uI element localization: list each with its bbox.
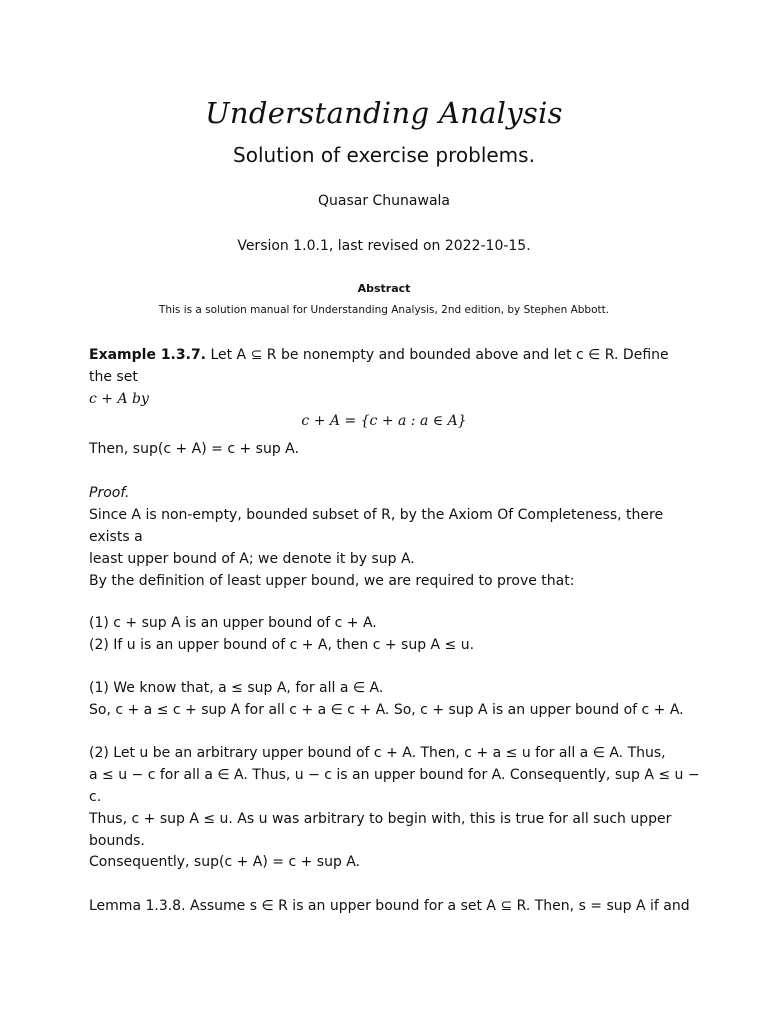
proof-label: Proof. bbox=[89, 485, 130, 501]
example-statement bbox=[89, 344, 689, 410]
example-statement-line2: c + A by bbox=[89, 391, 149, 407]
abstract-text: This is a solution manual for Understanding Analysis, 2nd edition, by Stephen Abbott. bbox=[158, 304, 610, 316]
proof-step-2 bbox=[89, 742, 709, 852]
proof-goals bbox=[89, 612, 689, 656]
example-claim: Then, sup(c + A) = c + sup A. bbox=[89, 441, 299, 457]
step-2-line2: a ≤ u − c for all a ∈ A. Thus, u − c is an upper bound for A. Consequently, sup A ≤ u − c. bbox=[89, 767, 700, 805]
proof-step-1 bbox=[89, 677, 689, 721]
step-2-line4: bounds. bbox=[89, 833, 145, 849]
lemma-statement: Lemma 1.3.8. Assume s ∈ R is an upper bound for a set A ⊆ R. Then, s = sup A if and bbox=[89, 898, 690, 914]
goal-1: (1) c + sup A is an upper bound of c + A. bbox=[89, 615, 377, 631]
proof-paragraph-2: By the definition of least upper bound, we are required to prove that: bbox=[89, 573, 575, 589]
example-label: Example 1.3.7. bbox=[89, 347, 206, 363]
version-line: Version 1.0.1, last revised on 2022-10-15. bbox=[237, 238, 531, 254]
step-1-line2: So, c + a ≤ c + sup A for all c + a ∈ c + A. So, c + sup A is an upper bound of c + A. bbox=[89, 702, 684, 718]
author: Quasar Chunawala bbox=[317, 193, 451, 209]
proof-conclusion: Consequently, sup(c + A) = c + sup A. bbox=[89, 854, 361, 870]
step-2-line1: (2) Let u be an arbitrary upper bound of c + A. Then, c + a ≤ u for all a ∈ A. Thus, bbox=[89, 745, 666, 761]
proof-paragraph-1-line2: least upper bound of A; we denote it by sup A. bbox=[89, 551, 415, 567]
set-definition-equation: c + A = {c + a : a ∈ A} bbox=[301, 413, 467, 429]
document-title: Understanding Analysis bbox=[205, 96, 563, 130]
step-1-line1: (1) We know that, a ≤ sup A, for all a ∈ A. bbox=[89, 680, 384, 696]
proof-paragraph-1-line1: Since A is non-empty, bounded subset of R, by the Axiom Of Completeness, there exists a bbox=[89, 507, 664, 545]
document-subtitle: Solution of exercise problems. bbox=[233, 143, 535, 167]
example-statement-line1: Let A ⊆ R be nonempty and bounded above and let c ∈ R. Define the set bbox=[89, 347, 669, 385]
proof-paragraph-1 bbox=[89, 504, 689, 570]
abstract-heading: Abstract bbox=[357, 282, 411, 295]
step-2-line3: Thus, c + sup A ≤ u. As u was arbitrary to begin with, this is true for all such upper bbox=[89, 811, 672, 827]
goal-2: (2) If u is an upper bound of c + A, then c + sup A ≤ u. bbox=[89, 637, 475, 653]
